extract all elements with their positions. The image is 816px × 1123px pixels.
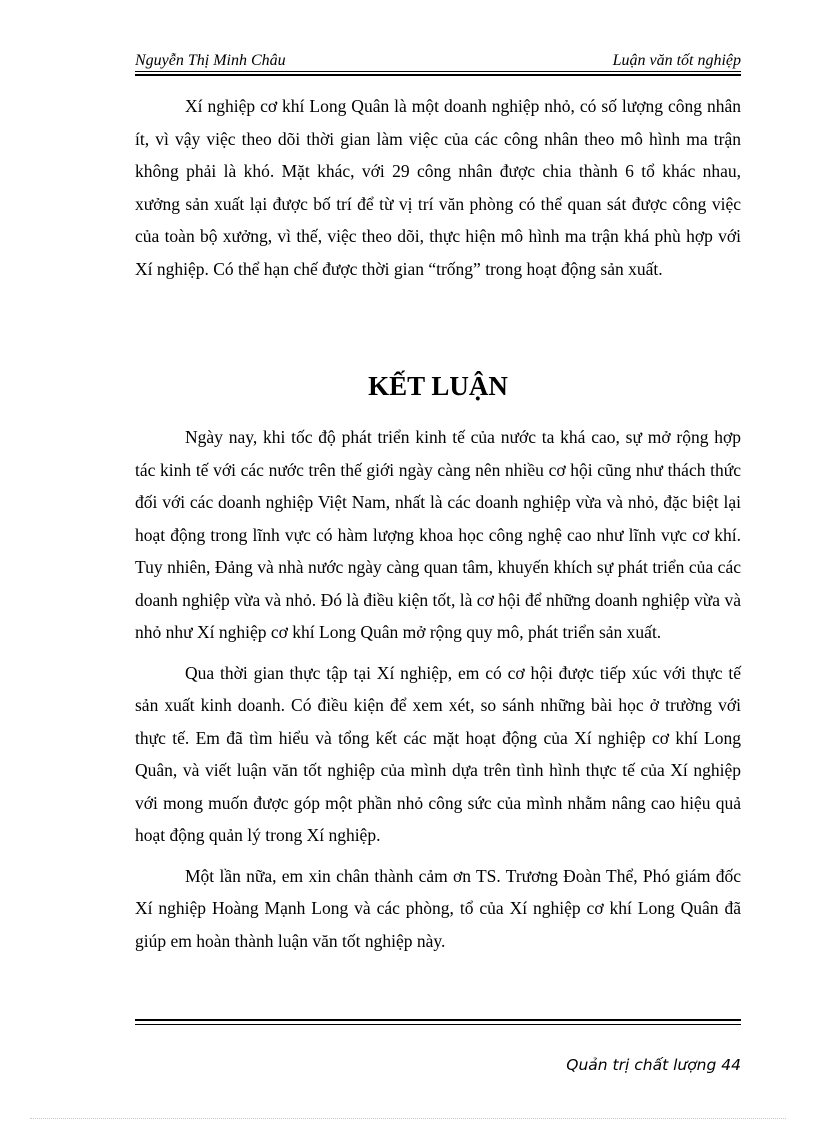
intro-paragraph: Xí nghiệp cơ khí Long Quân là một doanh nghiệp nhỏ, có số lượng công nhân ít, vì vậy việc theo dõi thời gian làm việc của các công nhân theo mô hình ma trận không phải là khó. Mặt khác, với 29 công nhân được chia thành 6 tổ khác nhau, xưởng sản xuất lại được bố trí để từ vị trí văn phòng có thể quan sát được công việc của toàn bộ xưởng, vì thế, việc theo dõi, thực hiện mô hình ma trận khá phù hợp với Xí nghiệp. Có thể hạn chế được thời gian “trống” trong hoạt động sản xuất.	[135, 96, 741, 279]
header-divider-thick	[135, 74, 741, 76]
paragraph-spacer	[135, 649, 741, 657]
footer-divider-thick	[135, 1019, 741, 1021]
conclusion-paragraph-1: Ngày nay, khi tốc độ phát triển kinh tế của nước ta khá cao, sự mở rộng hợp tác kinh tế với các nước trên thế giới ngày càng nên nhiều cơ hội cũng như thách thức đối với các doanh nghiệp Việt Nam, nhất là các doanh nghiệp vừa và nhỏ, đặc biệt lại hoạt động trong lĩnh vực có hàm lượng khoa học công nghệ cao như lĩnh vực cơ khí. Tuy nhiên, Đảng và nhà nước ngày càng quan tâm, khuyến khích sự phát triển của các doanh nghiệp vừa và nhỏ. Đó là điều kiện tốt, là cơ hội để những doanh nghiệp vừa và nhỏ như Xí nghiệp cơ khí Long Quân mở rộng quy mô, phát triển sản xuất.	[135, 427, 741, 642]
conclusion-paragraph-2: Qua thời gian thực tập tại Xí nghiệp, em có cơ hội được tiếp xúc với thực tế sản xuất kinh doanh. Có điều kiện để xem xét, so sánh những bài học ở trường với thực tế. Em đã tìm hiểu và tổng kết các mặt hoạt động của Xí nghiệp cơ khí Long Quân, và viết luận văn tốt nghiệp của mình dựa trên tình hình thực tế của Xí nghiệp với mong muốn được góp một phần nhỏ công sức của mình nhằm nâng cao hiệu quả hoạt động quản lý trong Xí nghiệp.	[135, 662, 741, 845]
heading-spacer	[135, 403, 741, 421]
section-spacer	[135, 285, 741, 369]
header-divider	[135, 71, 741, 72]
header-author: Nguyễn Thị Minh Châu	[135, 52, 286, 69]
document-page	[135, 0, 741, 1123]
page-footer: Quản trị chất lượng 44	[566, 1056, 741, 1074]
paragraph-spacer	[135, 852, 741, 860]
conclusion-heading: KẾT LUẬN	[368, 371, 508, 401]
page-header	[135, 50, 741, 72]
header-doc-type: Luận văn tốt nghiệp	[612, 52, 741, 69]
conclusion-paragraph-3: Một lần nữa, em xin chân thành cảm ơn TS. Trương Đoàn Thể, Phó giám đốc Xí nghiệp Hoàng Mạnh Long và các phòng, tổ của Xí nghiệp cơ khí Long Quân đã giúp em hoàn thành luận văn tốt nghiệp này.	[135, 865, 741, 951]
page-edge-dotted	[30, 1118, 786, 1119]
document-body	[135, 90, 741, 957]
footer-divider	[135, 1024, 741, 1025]
